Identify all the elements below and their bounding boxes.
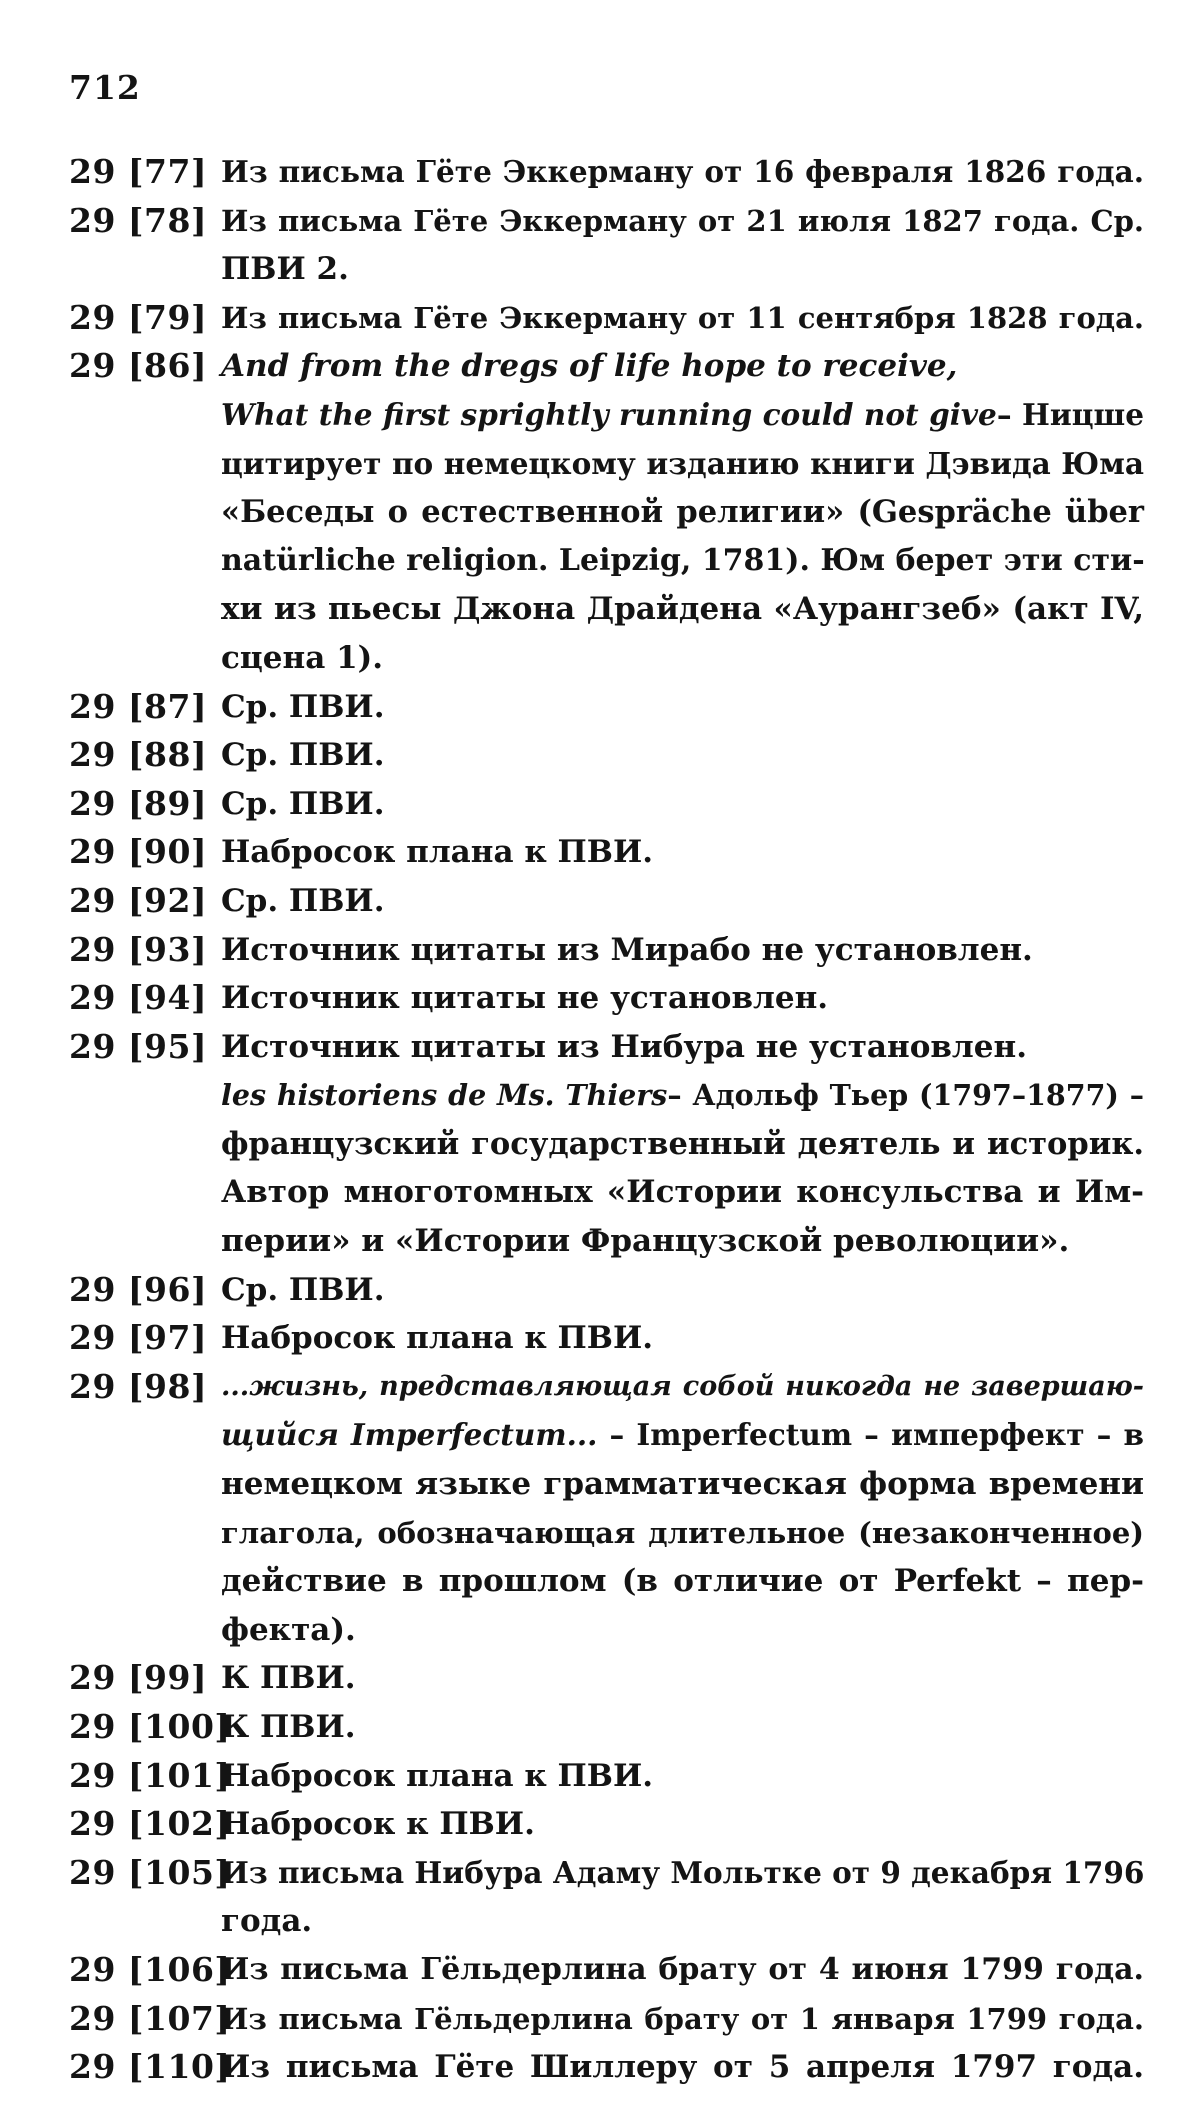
- note-reference: 29 [96]: [69, 1269, 208, 1309]
- note-text: [221, 294, 1144, 343]
- text-run: Набросок плана к ПВИ.: [221, 1320, 654, 1357]
- note-reference: 29 [101]: [69, 1755, 231, 1795]
- note-line: [221, 1654, 1144, 1703]
- note-text: [221, 974, 1144, 1023]
- note-line: [221, 2043, 1144, 2092]
- text-run: цитирует по немецкому изданию книги Дэвида Юма: [221, 445, 1144, 481]
- note-line: [221, 1849, 1144, 1898]
- note-line: [221, 197, 1144, 246]
- note-line: [221, 1120, 1144, 1169]
- note-entry: [69, 828, 1144, 877]
- text-run: немецком языке грамматическая форма времени: [221, 1466, 1144, 1503]
- note-reference: 29 [95]: [69, 1026, 208, 1066]
- note-line: [221, 634, 1144, 683]
- text-run: К ПВИ.: [221, 1660, 356, 1697]
- note-line: [221, 1557, 1144, 1606]
- note-line: [221, 488, 1144, 537]
- note-line: [221, 1509, 1144, 1558]
- note-line: [221, 391, 1144, 440]
- text-run: «Беседы о естественной религии» (Gespräche über: [221, 494, 1144, 531]
- note-reference: 29 [107]: [69, 1998, 231, 2038]
- note-line: [221, 1460, 1144, 1509]
- note-entry: [69, 1314, 1144, 1363]
- note-entry: [69, 148, 1144, 197]
- text-run: Из письма Гёте Эккерману от 11 сентября 1828 года.: [221, 300, 1144, 335]
- note-reference: 29 [99]: [69, 1658, 208, 1698]
- note-entry: [69, 974, 1144, 1023]
- text-run: действие в прошлом (в отличие от Perfekt – пер-: [221, 1563, 1144, 1600]
- text-run: natürliche religion. Leipzig, 1781). Юм берет эти сти-: [221, 542, 1145, 578]
- text-run: – Imperfectum – имперфект – в: [597, 1417, 1145, 1453]
- text-run: К ПВИ.: [221, 1709, 356, 1745]
- note-reference: 29 [77]: [69, 152, 208, 191]
- text-run: глагола, обозначающая длительное (незаконченное): [221, 1515, 1144, 1550]
- note-line: [221, 780, 1144, 829]
- note-text: [221, 780, 1144, 829]
- text-run: – Ницше: [996, 396, 1144, 432]
- note-line: [221, 974, 1144, 1023]
- note-entry: [69, 197, 1144, 294]
- note-reference: 29 [106]: [69, 1949, 231, 1989]
- note-line: [221, 1217, 1144, 1266]
- text-run: Набросок к ПВИ.: [221, 1806, 535, 1843]
- text-run: Ср. ПВИ.: [221, 785, 385, 822]
- note-reference: 29 [88]: [69, 735, 208, 775]
- note-entry: [69, 1023, 1144, 1266]
- text-run: Из письма Гёльдерлина брату от 1 января 1799 года.: [221, 2001, 1144, 2036]
- note-text: [221, 683, 1144, 732]
- note-entry: [69, 1703, 1144, 1752]
- text-run: – Адольф Тьер (1797–1877) –: [667, 1078, 1144, 1113]
- note-reference: 29 [89]: [69, 783, 208, 823]
- note-entry: [69, 1946, 1144, 1995]
- note-line: [221, 1703, 1144, 1752]
- note-text: [221, 1946, 1144, 1995]
- note-entry: [69, 1363, 1144, 1655]
- note-reference: 29 [92]: [69, 880, 208, 920]
- note-line: [221, 294, 1144, 343]
- note-reference: 29 [97]: [69, 1318, 208, 1358]
- text-run: Набросок плана к ПВИ.: [221, 1757, 654, 1794]
- note-line: [221, 1752, 1144, 1801]
- note-text: [221, 1314, 1144, 1363]
- note-line: [221, 926, 1144, 975]
- text-run: французский государственный деятель и историк.: [221, 1125, 1144, 1162]
- text-run: Источник цитаты не установлен.: [221, 980, 829, 1017]
- text-run: хи из пьесы Джона Драйдена «Аурангзеб» (акт IV,: [221, 591, 1144, 628]
- text-run: ПВИ 2.: [221, 251, 349, 288]
- note-reference: 29 [94]: [69, 978, 208, 1018]
- italic-quote: And from the dregs of life hope to receive,: [221, 348, 958, 385]
- note-line: [221, 1266, 1144, 1315]
- text-run: Ср. ПВИ.: [221, 882, 385, 919]
- italic-quote: les historiens de Ms. Thiers: [221, 1078, 668, 1113]
- page-number: 712: [69, 68, 141, 107]
- note-reference: 29 [90]: [69, 832, 208, 872]
- text-run: Из письма Нибура Адаму Мольтке от 9 декабря 1796: [221, 1854, 1145, 1890]
- note-line: [221, 1071, 1144, 1120]
- note-entry: [69, 294, 1144, 343]
- note-text: [221, 1703, 1144, 1752]
- note-text: [221, 877, 1144, 926]
- note-line: [221, 1897, 1144, 1946]
- note-reference: 29 [86]: [69, 346, 208, 386]
- note-line: [221, 1995, 1144, 2044]
- note-text: [221, 828, 1144, 877]
- note-text: [221, 342, 1144, 682]
- note-text: [221, 926, 1144, 975]
- note-reference: 29 [93]: [69, 929, 208, 969]
- text-run: Ср. ПВИ.: [221, 737, 385, 774]
- note-entry: [69, 1995, 1144, 2044]
- note-line: [221, 342, 1144, 391]
- note-text: [221, 148, 1144, 197]
- note-entry: [69, 683, 1144, 732]
- text-run: Ср. ПВИ.: [221, 1271, 385, 1308]
- text-run: Из письма Гёльдерлина брату от 4 июня 1799 года.: [221, 1951, 1144, 1987]
- note-reference: 29 [100]: [69, 1707, 231, 1746]
- text-run: Источник цитаты из Мирабо не установлен.: [221, 931, 1033, 968]
- note-line: [221, 1946, 1144, 1995]
- note-entry: [69, 1800, 1144, 1849]
- italic-quote: ...жизнь, представляющая собой никогда не завершаю-: [221, 1370, 1144, 1402]
- note-line: [221, 1168, 1144, 1217]
- note-text: [221, 1800, 1144, 1849]
- note-line: [221, 1411, 1144, 1460]
- note-entry: [69, 1266, 1144, 1315]
- note-reference: 29 [79]: [69, 297, 208, 337]
- note-line: [221, 1606, 1144, 1655]
- note-line: [221, 683, 1144, 732]
- note-reference: 29 [78]: [69, 200, 208, 240]
- note-text: [221, 197, 1144, 294]
- note-entry: [69, 780, 1144, 829]
- note-entry: [69, 877, 1144, 926]
- text-run: Источник цитаты из Нибура не установлен.: [221, 1028, 1027, 1065]
- note-reference: 29 [98]: [69, 1366, 208, 1406]
- note-reference: 29 [102]: [69, 1804, 231, 1844]
- italic-quote: щийся Imperfectum...: [221, 1417, 598, 1453]
- note-line: [221, 877, 1144, 926]
- note-text: [221, 1266, 1144, 1315]
- note-reference: 29 [110]: [69, 2047, 231, 2087]
- note-entry: [69, 1849, 1144, 1946]
- note-line: [221, 148, 1144, 197]
- note-entry: [69, 926, 1144, 975]
- note-text: [221, 1363, 1144, 1655]
- note-line: [221, 828, 1144, 877]
- note-line: [221, 731, 1144, 780]
- text-run: Ср. ПВИ.: [221, 688, 385, 725]
- note-line: [221, 245, 1144, 294]
- note-text: [221, 1849, 1144, 1946]
- note-reference: 29 [87]: [69, 686, 208, 726]
- text-run: перии» и «Истории Французской революции».: [221, 1223, 1070, 1260]
- text-run: Из письма Гёте Эккерману от 16 февраля 1826 года.: [221, 154, 1144, 189]
- note-entry: [69, 731, 1144, 780]
- note-text: [221, 1995, 1144, 2044]
- note-text: [221, 2043, 1144, 2092]
- note-entry: [69, 2043, 1144, 2092]
- note-line: [221, 440, 1144, 489]
- text-run: Из письма Гёте Шиллеру от 5 апреля 1797 года.: [221, 2049, 1144, 2086]
- text-run: Автор многотомных «Истории консульства и Им-: [221, 1174, 1144, 1211]
- italic-quote: What the first sprightly running could not give: [221, 396, 997, 432]
- note-text: [221, 731, 1144, 780]
- note-text: [221, 1023, 1144, 1266]
- note-entry: [69, 1752, 1144, 1801]
- note-reference: 29 [105]: [69, 1852, 231, 1892]
- note-text: [221, 1654, 1144, 1703]
- note-entry: [69, 1654, 1144, 1703]
- note-line: [221, 1314, 1144, 1363]
- note-text: [221, 1752, 1144, 1801]
- note-line: [221, 1023, 1144, 1072]
- notes-list: [69, 148, 1144, 2092]
- note-line: [221, 1363, 1144, 1412]
- note-line: [221, 537, 1144, 586]
- text-run: года.: [221, 1903, 313, 1940]
- text-run: Из письма Гёте Эккерману от 21 июля 1827 года. Ср.: [221, 203, 1144, 238]
- note-line: [221, 585, 1144, 634]
- text-run: Набросок плана к ПВИ.: [221, 834, 654, 871]
- note-line: [221, 1800, 1144, 1849]
- text-run: фекта).: [221, 1611, 356, 1648]
- text-run: сцена 1).: [221, 639, 384, 676]
- note-entry: [69, 342, 1144, 682]
